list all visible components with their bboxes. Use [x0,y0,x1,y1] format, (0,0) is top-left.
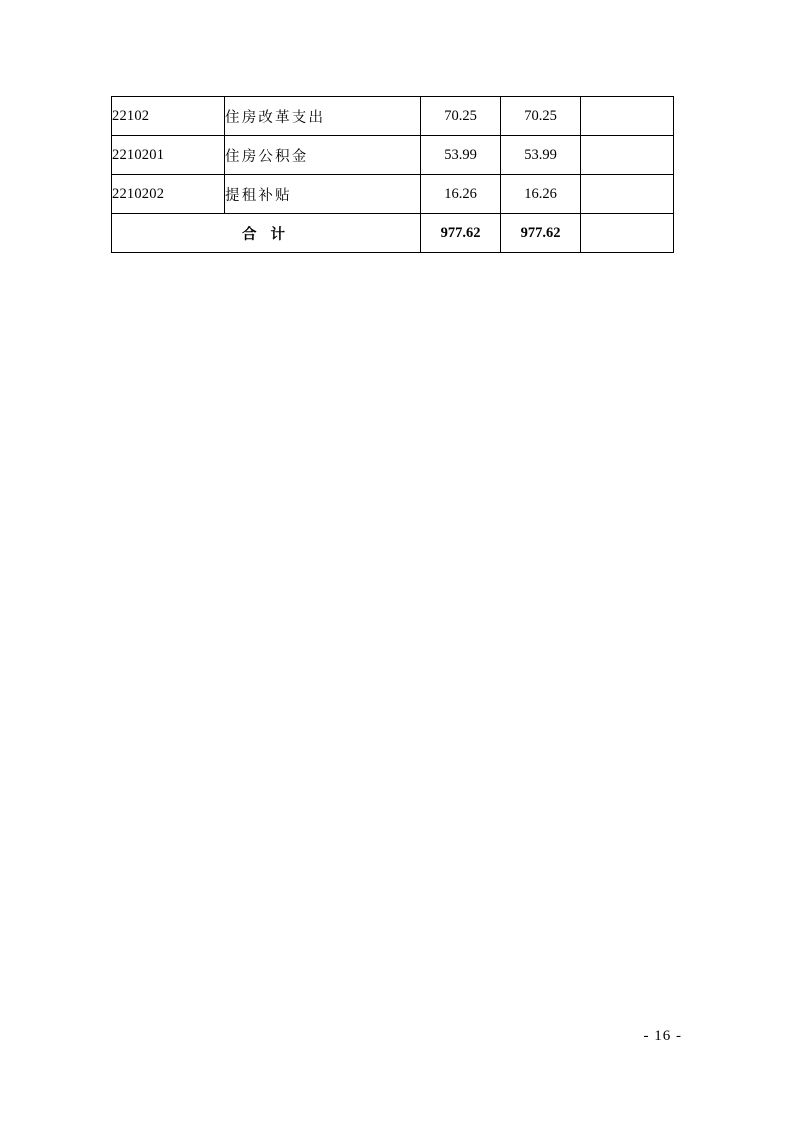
row-name: 提租补贴 [225,175,421,214]
total-label: 合 计 [112,214,421,253]
row-value-budget: 53.99 [421,136,501,175]
table-row [112,136,674,175]
budget-table [111,96,674,253]
row-value-other [581,136,674,175]
row-value-other [581,97,674,136]
row-code: 22102 [112,97,225,136]
page-number: - 16 - [643,1028,682,1044]
table-row [112,175,674,214]
row-code: 2210201 [112,136,225,175]
table-total-row [112,214,674,253]
row-value-general: 53.99 [501,136,581,175]
row-value-general: 70.25 [501,97,581,136]
budget-table-container [111,96,673,253]
row-code: 2210202 [112,175,225,214]
total-value-general: 977.62 [501,214,581,253]
row-name: 住房公积金 [225,136,421,175]
total-value-budget: 977.62 [421,214,501,253]
row-value-general: 16.26 [501,175,581,214]
row-value-budget: 70.25 [421,97,501,136]
table-row [112,97,674,136]
row-value-budget: 16.26 [421,175,501,214]
total-value-other [581,214,674,253]
row-value-other [581,175,674,214]
row-name: 住房改革支出 [225,97,421,136]
